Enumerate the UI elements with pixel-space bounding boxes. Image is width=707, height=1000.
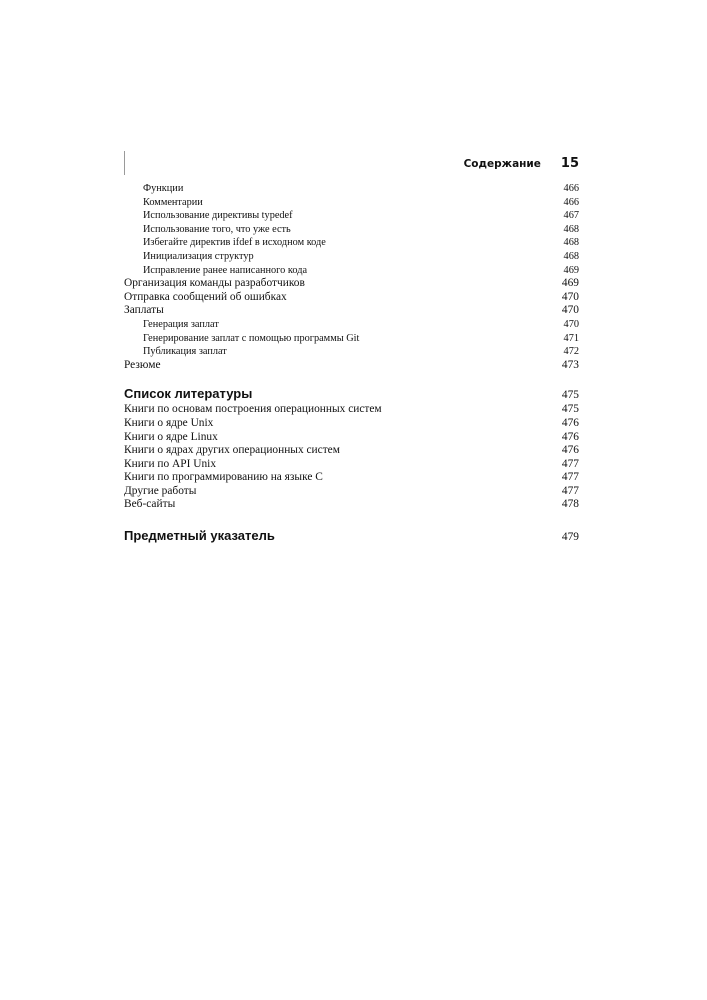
toc-subsection-entry[interactable]: [124, 223, 579, 237]
toc-entry-page: 469: [561, 277, 579, 290]
toc-entry-title: Книги по API Unix: [124, 457, 217, 470]
toc-entry-page: 478: [561, 498, 579, 511]
toc-entry-title: Комментарии: [143, 196, 203, 208]
toc-entry-title: Публикация заплат: [143, 346, 227, 358]
toc-entry-page: 467: [563, 210, 579, 222]
toc-subsection-entry[interactable]: [124, 196, 579, 210]
toc-section-entry[interactable]: [124, 304, 579, 318]
toc-section-entry[interactable]: [124, 498, 579, 512]
toc-entry-page: 466: [563, 183, 579, 194]
toc-section-entry[interactable]: [124, 403, 579, 417]
toc-entry-title: Отправка сообщений об ошибках: [124, 290, 287, 303]
toc-entry-title: Заплаты: [124, 304, 164, 317]
toc-chapter-title: Предметный указатель: [124, 528, 275, 544]
toc-chapter-page: 475: [561, 389, 579, 402]
toc-entry-page: 468: [563, 237, 579, 249]
toc-entry-page: 466: [563, 196, 579, 208]
toc-subsection-entry[interactable]: [124, 345, 579, 359]
toc-entry-title: Книги о ядре Unix: [124, 416, 214, 429]
toc-chapter-page: 479: [561, 531, 579, 544]
toc-entry-title: Веб-сайты: [124, 498, 176, 511]
toc-entry-title: Использование директивы typedef: [143, 210, 293, 222]
toc-entry-title: Книги по программированию на языке С: [124, 471, 323, 484]
toc-entry-page: 476: [561, 444, 579, 457]
running-header: [124, 156, 579, 176]
toc-section-entry[interactable]: [124, 417, 579, 431]
toc-entry-page: 477: [561, 471, 579, 484]
toc-subsection-entry[interactable]: [124, 264, 579, 278]
toc-subsection-entry[interactable]: [124, 250, 579, 264]
toc-section-end-of-chapter: [124, 182, 579, 372]
toc-subsection-entry[interactable]: [124, 318, 579, 332]
toc-entry-page: 468: [563, 250, 579, 262]
table-of-contents: [124, 182, 579, 545]
toc-entry-page: 477: [561, 484, 579, 497]
toc-entry-title: Книги о ядре Linux: [124, 430, 218, 443]
toc-entry-title: Другие работы: [124, 484, 197, 497]
toc-subsection-entry[interactable]: [124, 182, 579, 196]
toc-subsection-entry[interactable]: [124, 332, 579, 346]
toc-entry-page: 469: [563, 264, 579, 276]
toc-section-entry[interactable]: [124, 444, 579, 458]
toc-entry-title: Организация команды разработчиков: [124, 277, 305, 290]
toc-chapter-index[interactable]: [124, 527, 579, 545]
toc-section-entry[interactable]: [124, 471, 579, 485]
toc-entry-title: Использование того, что уже есть: [143, 223, 291, 235]
toc-section-entry[interactable]: [124, 458, 579, 472]
toc-entry-page: 473: [561, 358, 579, 371]
toc-chapter-title: Список литературы: [124, 386, 253, 402]
page-number: 15: [560, 156, 579, 171]
toc-entry-title: Книги по основам построения операционных систем: [124, 403, 382, 416]
toc-entry-title: Резюме: [124, 358, 161, 371]
toc-entry-page: 468: [563, 223, 579, 235]
toc-section-entry[interactable]: [124, 431, 579, 445]
toc-entry-title: Инициализация структур: [143, 250, 254, 262]
toc-entry-page: 475: [561, 403, 579, 416]
toc-entry-title: Функции: [143, 183, 184, 194]
toc-section-entry[interactable]: [124, 291, 579, 305]
toc-entry-page: 470: [561, 290, 579, 303]
toc-entry-title: Исправление ранее написанного кода: [143, 264, 308, 276]
toc-subsection-entry[interactable]: [124, 209, 579, 223]
toc-entry-page: 470: [563, 318, 579, 330]
toc-entry-page: 472: [563, 346, 579, 358]
toc-bibliography-items: [124, 403, 579, 512]
toc-entry-page: 471: [563, 332, 579, 344]
toc-entry-title: Генерация заплат: [143, 318, 219, 330]
toc-chapter-bibliography[interactable]: [124, 385, 579, 403]
toc-entry-title: Генерирование заплат с помощью программы Git: [143, 332, 360, 344]
toc-entry-page: 476: [561, 430, 579, 443]
toc-entry-title: Книги о ядрах других операционных систем: [124, 444, 340, 457]
toc-subsection-entry[interactable]: [124, 236, 579, 250]
toc-section-entry[interactable]: [124, 485, 579, 499]
toc-section-entry[interactable]: [124, 359, 579, 373]
toc-entry-page: 470: [561, 304, 579, 317]
toc-entry-title: Избегайте директив ifdef в исходном коде: [143, 237, 326, 249]
running-header-title: Содержание: [463, 158, 541, 170]
toc-entry-page: 477: [561, 457, 579, 470]
toc-section-entry[interactable]: [124, 277, 579, 291]
toc-entry-page: 476: [561, 416, 579, 429]
